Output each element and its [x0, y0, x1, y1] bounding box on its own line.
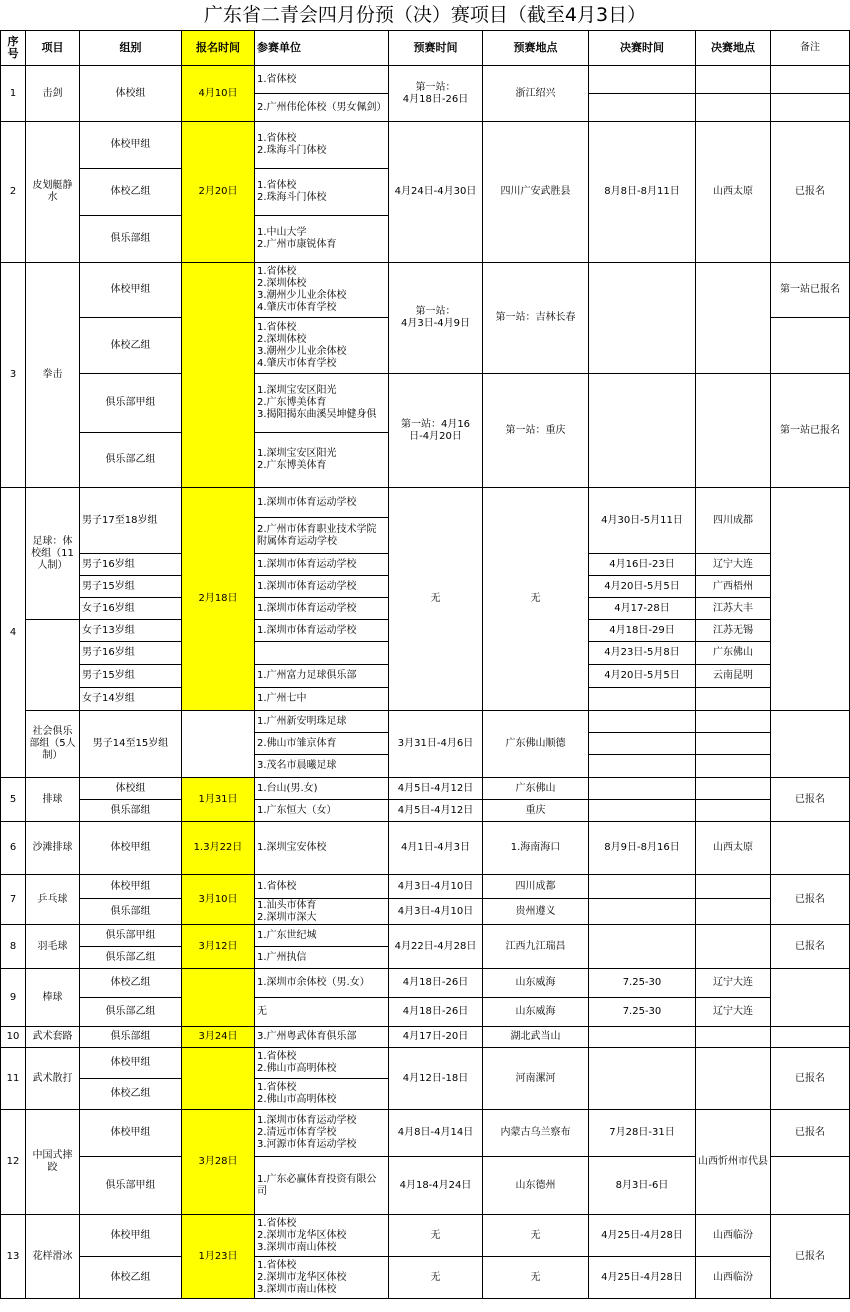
prelim-time-cell: 4月3日-4月10日	[389, 899, 483, 925]
prelim-time-cell: 4月17日-20日	[389, 1027, 483, 1048]
signup-date-cell: 4月10日	[182, 66, 255, 122]
group-cell: 体校甲组	[80, 1110, 182, 1157]
sport-cell: 棒球	[26, 969, 80, 1027]
note-cell: 第一站已报名	[771, 263, 850, 318]
signup-date-cell: 3月12日	[182, 925, 255, 969]
header-cell: 备注	[771, 31, 850, 66]
table-row	[1, 1215, 850, 1257]
final-place-cell: 江苏大丰	[696, 598, 771, 620]
prelim-time-cell: 4月18-4月24日	[389, 1157, 483, 1215]
note-cell: 第一站已报名	[771, 374, 850, 488]
final-time-cell: 4月30日-5月11日	[589, 488, 696, 554]
final-place-cell	[696, 925, 771, 969]
group-cell: 体校甲组	[80, 263, 182, 318]
final-time-cell	[589, 800, 696, 822]
signup-date-cell: 2月20日	[182, 122, 255, 263]
prelim-time-cell: 4月3日-4月10日	[389, 875, 483, 899]
final-place-cell	[696, 66, 771, 94]
prelim-place-cell: 浙江绍兴	[483, 66, 589, 122]
prelim-place-cell: 第一站：重庆	[483, 374, 589, 488]
note-cell: 已报名	[771, 122, 850, 263]
final-time-cell: 7月28日-31日	[589, 1110, 696, 1157]
group-cell: 男子15岁组	[80, 665, 182, 688]
final-place-cell: 山西太原	[696, 122, 771, 263]
signup-date-cell	[182, 1048, 255, 1110]
units-cell: 1.深圳市体育运动学校	[255, 576, 389, 598]
final-place-cell: 山西临汾	[696, 1257, 771, 1299]
table-row	[1, 822, 850, 875]
table-row	[1, 969, 850, 998]
group-cell: 女子16岁组	[80, 598, 182, 620]
final-place-cell	[696, 755, 771, 778]
sport-cell: 排球	[26, 778, 80, 822]
prelim-place-cell: 江西九江瑞昌	[483, 925, 589, 969]
final-time-cell: 4月23日-5月8日	[589, 642, 696, 665]
header-cell: 序号	[1, 31, 26, 66]
final-time-cell: 4月16日-23日	[589, 554, 696, 576]
group-cell: 俱乐部组	[80, 216, 182, 263]
group-cell: 体校乙组	[80, 169, 182, 216]
signup-date-cell	[182, 711, 255, 778]
note-cell	[771, 969, 850, 1027]
group-cell: 俱乐部甲组	[80, 374, 182, 433]
final-time-cell: 8月8日-8月11日	[589, 122, 696, 263]
signup-date-cell	[182, 969, 255, 1027]
group-cell: 体校甲组	[80, 122, 182, 169]
prelim-time-cell: 4月8日-4月14日	[389, 1110, 483, 1157]
units-cell: 1.省体校 2.深圳体校 3.潮州少儿业余体校 4.肇庆市体育学校	[255, 263, 389, 318]
sport-cell: 花样滑冰	[26, 1215, 80, 1299]
signup-date-cell	[182, 263, 255, 488]
prelim-place-cell: 广东佛山	[483, 778, 589, 800]
prelim-time-cell: 无	[389, 1257, 483, 1299]
group-cell: 俱乐部乙组	[80, 947, 182, 969]
header-cell: 报名时间	[182, 31, 255, 66]
final-time-cell	[589, 899, 696, 925]
prelim-time-cell: 4月1日-4月3日	[389, 822, 483, 875]
final-place-cell	[696, 94, 771, 122]
table-row	[1, 1048, 850, 1079]
prelim-time-cell: 无	[389, 1215, 483, 1257]
group-cell: 俱乐部乙组	[80, 998, 182, 1027]
note-cell: 已报名	[771, 875, 850, 925]
row-number: 3	[1, 263, 26, 488]
final-time-cell: 4月20日-5月5日	[589, 665, 696, 688]
group-cell: 男子14至15岁组	[80, 711, 182, 778]
units-cell: 1.省体校 2.珠海斗门体校	[255, 122, 389, 169]
signup-date-cell: 1月31日	[182, 778, 255, 822]
sport-cell: 拳击	[26, 263, 80, 488]
header-cell: 项目	[26, 31, 80, 66]
final-place-cell: 广东佛山	[696, 642, 771, 665]
signup-date-cell: 3月24日	[182, 1027, 255, 1048]
events-table	[0, 30, 850, 1299]
units-cell: 1.省体校 2.珠海斗门体校	[255, 169, 389, 216]
final-time-cell	[589, 1027, 696, 1048]
table-row	[1, 66, 850, 94]
table-row	[1, 899, 850, 925]
prelim-time-cell: 4月5日-4月12日	[389, 800, 483, 822]
signup-date-cell: 1月23日	[182, 1215, 255, 1299]
group-cell: 男子15岁组	[80, 576, 182, 598]
sport-cell: 击剑	[26, 66, 80, 122]
prelim-time-cell: 第一站： 4月3日-4月9日	[389, 263, 483, 374]
row-number: 4	[1, 488, 26, 778]
group-cell: 男子16岁组	[80, 554, 182, 576]
group-cell: 俱乐部组	[80, 800, 182, 822]
final-time-cell	[589, 733, 696, 755]
final-time-cell: 4月25日-4月28日	[589, 1215, 696, 1257]
group-cell: 体校甲组	[80, 875, 182, 899]
units-cell: 1.广州七中	[255, 688, 389, 711]
final-time-cell	[589, 711, 696, 733]
sport-cell: 乒乓球	[26, 875, 80, 925]
prelim-place-cell: 四川广安武胜县	[483, 122, 589, 263]
header-cell: 预赛地点	[483, 31, 589, 66]
prelim-place-cell: 第一站：吉林长春	[483, 263, 589, 374]
final-time-cell	[589, 66, 696, 94]
units-cell: 1.中山大学 2.广州市康锐体育	[255, 216, 389, 263]
final-time-cell	[589, 688, 696, 711]
row-number: 9	[1, 969, 26, 1027]
sport-cell: 沙滩排球	[26, 822, 80, 875]
signup-date-cell: 3月28日	[182, 1110, 255, 1215]
note-cell	[771, 1157, 850, 1215]
table-row	[1, 488, 850, 518]
final-place-cell	[696, 1048, 771, 1110]
final-place-cell	[696, 374, 771, 488]
units-cell: 1.省体校 2.深圳体校 3.潮州少儿业余体校 4.肇庆市体育学校	[255, 318, 389, 374]
final-place-cell	[696, 688, 771, 711]
final-place-cell: 山西太原	[696, 822, 771, 875]
final-time-cell	[589, 1048, 696, 1110]
prelim-time-cell: 第一站：4月16日-4月20日	[389, 374, 483, 488]
sport-cell: 羽毛球	[26, 925, 80, 969]
note-cell: 已报名	[771, 925, 850, 969]
sport-cell: 足球：体校组（11人制）	[26, 488, 80, 620]
final-place-cell	[696, 800, 771, 822]
prelim-place-cell: 无	[483, 1215, 589, 1257]
units-cell: 1.广州新安明珠足球	[255, 711, 389, 733]
table-row	[1, 263, 850, 318]
final-place-cell	[696, 1027, 771, 1048]
units-cell: 1.广东世纪城	[255, 925, 389, 947]
table-row	[1, 875, 850, 899]
units-cell: 1.深圳市余体校（男.女）	[255, 969, 389, 998]
row-number: 13	[1, 1215, 26, 1299]
units-cell: 无	[255, 998, 389, 1027]
row-number: 10	[1, 1027, 26, 1048]
note-cell: 已报名	[771, 1048, 850, 1110]
prelim-place-cell: 1.海南海口	[483, 822, 589, 875]
final-time-cell: 4月18日-29日	[589, 620, 696, 642]
note-cell: 已报名	[771, 1215, 850, 1299]
final-time-cell: 4月17-28日	[589, 598, 696, 620]
units-cell: 3.茂名市晨曦足球	[255, 755, 389, 778]
row-number: 8	[1, 925, 26, 969]
table-row	[1, 1110, 850, 1157]
final-time-cell	[589, 925, 696, 969]
units-cell: 1.省体校 2.佛山市高明体校	[255, 1048, 389, 1079]
prelim-time-cell: 4月12日-18日	[389, 1048, 483, 1110]
final-time-cell: 7.25-30	[589, 969, 696, 998]
group-cell: 体校组	[80, 66, 182, 122]
header-cell: 预赛时间	[389, 31, 483, 66]
row-number: 2	[1, 122, 26, 263]
group-cell: 俱乐部组	[80, 1027, 182, 1048]
header-cell: 参赛单位	[255, 31, 389, 66]
final-place-cell: 广西梧州	[696, 576, 771, 598]
note-cell	[771, 94, 850, 122]
final-place-cell: 山西忻州市代县	[696, 1110, 771, 1215]
note-cell	[771, 318, 850, 374]
units-cell: 1.省体校	[255, 66, 389, 94]
group-cell: 俱乐部甲组	[80, 1157, 182, 1215]
final-place-cell	[696, 899, 771, 925]
note-cell	[771, 1027, 850, 1048]
note-cell	[771, 488, 850, 711]
prelim-place-cell: 河南漯河	[483, 1048, 589, 1110]
sport-cell: 皮划艇静水	[26, 122, 80, 263]
group-cell: 女子13岁组	[80, 620, 182, 642]
group-cell: 体校乙组	[80, 1079, 182, 1110]
units-cell: 1.省体校 2.深圳市龙华区体校 3.深圳市南山体校	[255, 1215, 389, 1257]
prelim-place-cell: 内蒙古乌兰察布	[483, 1110, 589, 1157]
row-number: 6	[1, 822, 26, 875]
final-time-cell	[589, 778, 696, 800]
final-place-cell: 云南昆明	[696, 665, 771, 688]
final-time-cell: 8月3日-6日	[589, 1157, 696, 1215]
group-cell: 体校乙组	[80, 1257, 182, 1299]
units-cell: 2.佛山市雏京体育	[255, 733, 389, 755]
final-place-cell	[696, 711, 771, 733]
final-time-cell	[589, 755, 696, 778]
header-cell: 决赛时间	[589, 31, 696, 66]
prelim-time-cell: 4月18日-26日	[389, 969, 483, 998]
prelim-time-cell: 4月5日-4月12日	[389, 778, 483, 800]
final-place-cell	[696, 263, 771, 374]
row-number: 11	[1, 1048, 26, 1110]
group-cell: 体校甲组	[80, 822, 182, 875]
units-cell: 1.深圳宝安区阳光 2.广东博美体育	[255, 433, 389, 488]
prelim-place-cell: 重庆	[483, 800, 589, 822]
units-cell: 2.广州伟伦体校（男女佩剑）	[255, 94, 389, 122]
units-cell: 1.广东恒大（女）	[255, 800, 389, 822]
table-row	[1, 778, 850, 800]
units-cell	[255, 642, 389, 665]
final-place-cell: 四川成都	[696, 488, 771, 554]
prelim-place-cell: 山东威海	[483, 969, 589, 998]
note-cell: 已报名	[771, 1110, 850, 1157]
page-title: 广东省二青会四月份预（决）赛项目（截至4月3日）	[203, 4, 647, 26]
final-place-cell	[696, 733, 771, 755]
sport-cell: 中国式摔跤	[26, 1110, 80, 1215]
units-cell: 1.汕头市体育 2.深圳市深大	[255, 899, 389, 925]
signup-date-cell: 1.3月22日	[182, 822, 255, 875]
units-cell: 1.深圳宝安体校	[255, 822, 389, 875]
sport-cell: 武术套路	[26, 1027, 80, 1048]
signup-date-cell: 2月18日	[182, 488, 255, 711]
units-cell: 1.广州执信	[255, 947, 389, 969]
group-cell: 男子16岁组	[80, 642, 182, 665]
prelim-time-cell: 第一站： 4月18日-26日	[389, 66, 483, 122]
final-time-cell: 7.25-30	[589, 998, 696, 1027]
group-cell: 体校组	[80, 778, 182, 800]
table-row	[1, 998, 850, 1027]
final-place-cell: 江苏无锡	[696, 620, 771, 642]
group-cell: 俱乐部甲组	[80, 925, 182, 947]
header-row	[1, 31, 850, 66]
sport-cell: 社会俱乐部组（5人制）	[26, 711, 80, 778]
group-cell: 体校甲组	[80, 1215, 182, 1257]
table-row	[1, 800, 850, 822]
group-cell: 男子17至18岁组	[80, 488, 182, 554]
final-time-cell: 4月25日-4月28日	[589, 1257, 696, 1299]
table-row	[1, 711, 850, 733]
prelim-time-cell: 4月22日-4月28日	[389, 925, 483, 969]
header-cell: 决赛地点	[696, 31, 771, 66]
prelim-time-cell: 无	[389, 488, 483, 711]
row-number: 1	[1, 66, 26, 122]
signup-date-cell: 3月10日	[182, 875, 255, 925]
prelim-place-cell: 广东佛山顺德	[483, 711, 589, 778]
table-row	[1, 1027, 850, 1048]
units-cell: 2.广州市体育职业技术学院附属体育运动学校	[255, 518, 389, 554]
units-cell: 3.广州粤武体育俱乐部	[255, 1027, 389, 1048]
final-place-cell: 山西临汾	[696, 1215, 771, 1257]
table-row	[1, 122, 850, 169]
units-cell: 1.深圳宝安区阳光 2.广东博美体育 3.揭阳揭东曲溪吴坤健身俱	[255, 374, 389, 433]
units-cell: 1.省体校	[255, 875, 389, 899]
sport-cell	[26, 620, 80, 711]
note-cell	[771, 822, 850, 875]
final-time-cell	[589, 875, 696, 899]
units-cell: 1.深圳市体育运动学校 2.清远市体育学校 3.河源市体育运动学校	[255, 1110, 389, 1157]
final-time-cell	[589, 94, 696, 122]
header-cell: 组别	[80, 31, 182, 66]
final-place-cell	[696, 778, 771, 800]
units-cell: 1.省体校 2.佛山市高明体校	[255, 1079, 389, 1110]
units-cell: 1.深圳市体育运动学校	[255, 554, 389, 576]
prelim-time-cell: 4月18日-26日	[389, 998, 483, 1027]
prelim-place-cell: 湖北武当山	[483, 1027, 589, 1048]
units-cell: 1.省体校 2.深圳市龙华区体校 3.深圳市南山体校	[255, 1257, 389, 1299]
group-cell: 体校乙组	[80, 318, 182, 374]
units-cell: 1.深圳市体育运动学校	[255, 620, 389, 642]
row-number: 7	[1, 875, 26, 925]
group-cell: 体校乙组	[80, 969, 182, 998]
group-cell: 体校甲组	[80, 1048, 182, 1079]
prelim-place-cell: 贵州遵义	[483, 899, 589, 925]
group-cell: 女子14岁组	[80, 688, 182, 711]
row-number: 5	[1, 778, 26, 822]
group-cell: 俱乐部乙组	[80, 433, 182, 488]
table-row	[1, 925, 850, 947]
units-cell: 1.广东必赢体育投资有限公司	[255, 1157, 389, 1215]
row-number: 12	[1, 1110, 26, 1215]
prelim-place-cell: 无	[483, 488, 589, 711]
table-row	[1, 374, 850, 433]
final-time-cell: 8月9日-8月16日	[589, 822, 696, 875]
note-cell	[771, 711, 850, 778]
final-place-cell	[696, 875, 771, 899]
units-cell: 1.深圳市体育运动学校	[255, 488, 389, 518]
final-place-cell: 辽宁大连	[696, 998, 771, 1027]
final-time-cell	[589, 374, 696, 488]
final-place-cell: 辽宁大连	[696, 554, 771, 576]
note-cell: 已报名	[771, 778, 850, 822]
prelim-place-cell: 山东德州	[483, 1157, 589, 1215]
sport-cell: 武术散打	[26, 1048, 80, 1110]
prelim-place-cell: 四川成都	[483, 875, 589, 899]
group-cell: 俱乐部组	[80, 899, 182, 925]
table-row	[1, 1257, 850, 1299]
prelim-place-cell: 无	[483, 1257, 589, 1299]
units-cell: 1.广州富力足球俱乐部	[255, 665, 389, 688]
prelim-place-cell: 山东威海	[483, 998, 589, 1027]
prelim-time-cell: 4月24日-4月30日	[389, 122, 483, 263]
note-cell	[771, 66, 850, 94]
prelim-time-cell: 3月31日-4月6日	[389, 711, 483, 778]
final-place-cell: 辽宁大连	[696, 969, 771, 998]
final-time-cell	[589, 263, 696, 374]
final-time-cell: 4月20日-5月5日	[589, 576, 696, 598]
units-cell: 1.台山(男.女)	[255, 778, 389, 800]
units-cell: 1.深圳市体育运动学校	[255, 598, 389, 620]
